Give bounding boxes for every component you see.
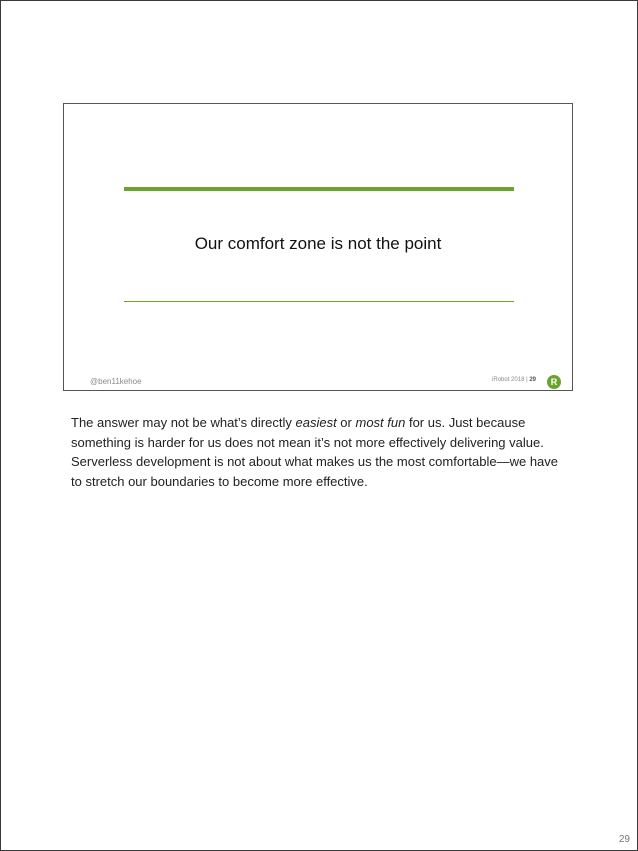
- page-number: 29: [618, 834, 630, 845]
- footer-event: [492, 377, 536, 383]
- slide-title: Our comfort zone is not the point: [194, 234, 442, 253]
- notes-line-4: to stretch our boundaries to become more effective.: [71, 473, 368, 489]
- footer-handle: @ben11kehoe: [90, 377, 142, 386]
- notes-line-3: Serverless development is not about what makes us the most comfortable—we have: [71, 454, 559, 469]
- irobot-logo-icon: R: [547, 375, 561, 389]
- speaker-notes: [71, 413, 591, 491]
- footer-slide-number: 29: [529, 377, 536, 383]
- notes-line-1: The answer may not be what’s directly easiest or most fun for us. Just because: [71, 415, 526, 430]
- notes-line-2: something is harder for us does not mean it’s not more effectively delivering value.: [71, 434, 544, 450]
- footer-event-label: iRobot 2018 |: [492, 377, 528, 383]
- title-bottom-rule: [124, 301, 514, 302]
- slide-thumbnail: [63, 103, 573, 391]
- title-top-rule: [124, 187, 514, 191]
